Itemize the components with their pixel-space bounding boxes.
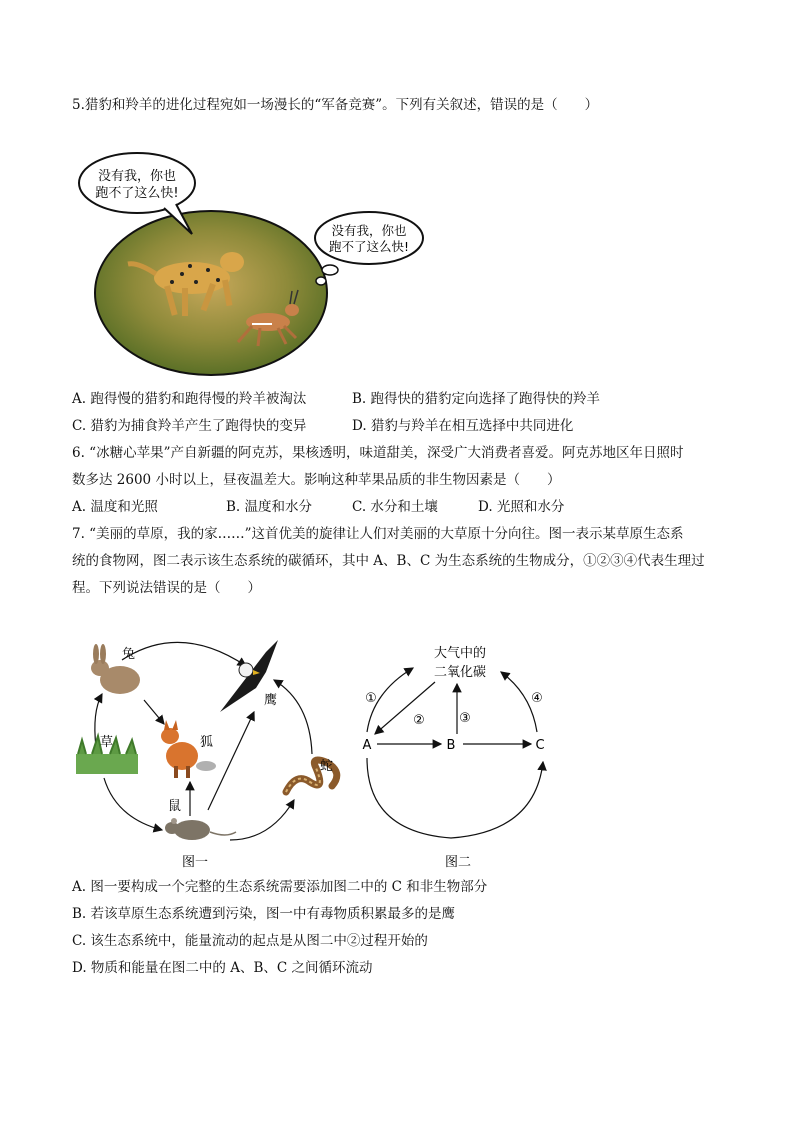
food-web-figure xyxy=(70,632,370,872)
arrow-2-atmosphere-to-a xyxy=(375,682,435,734)
q6-option-c[interactable]: C. 水分和土壤 xyxy=(352,499,438,515)
q7-stem-line3: 程。下列说法错误的是（ ） xyxy=(72,580,261,596)
q5-option-a[interactable]: A. 跑得慢的猎豹和跑得慢的羚羊被淘汰 xyxy=(72,391,307,407)
label-snake: 蛇 xyxy=(320,759,334,774)
q7-stem-line2: 统的食物网，图二表示该生态系统的碳循环，其中 A、B、C 为生态系统的生物成分，①②③④代表生理过 xyxy=(72,553,705,569)
process-1-label: ① xyxy=(365,691,377,706)
atmosphere-co2-line2: 二氧化碳 xyxy=(433,665,487,680)
q6-option-d[interactable]: D. 光照和水分 xyxy=(478,499,565,515)
node-b: B xyxy=(446,738,456,753)
node-c: C xyxy=(535,738,545,753)
atmosphere-co2-line1: 大气中的 xyxy=(433,646,487,661)
q5-option-b[interactable]: B. 跑得快的猎豹定向选择了跑得快的羚羊 xyxy=(352,391,601,407)
q7-option-c[interactable]: C. 该生态系统中，能量流动的起点是从图二中②过程开始的 xyxy=(72,933,428,949)
q5-option-d[interactable]: D. 猎豹与羚羊在相互选择中共同进化 xyxy=(352,418,574,434)
q6-stem-line2: 数多达 2600 小时以上，昼夜温差大。影响这种苹果品质的非生物因素是（ ） xyxy=(72,472,561,488)
thought-bubble-right xyxy=(315,212,423,285)
bubble-right-line2: 跑不了这么快! xyxy=(328,239,410,254)
speech-bubble-left xyxy=(79,153,195,234)
label-rabbit: 兔 xyxy=(122,647,136,662)
bubble-left-line1: 没有我，你也 xyxy=(97,169,177,184)
arrow-mouse-eagle xyxy=(208,712,254,810)
label-mouse: 鼠 xyxy=(168,799,182,814)
q6-option-a[interactable]: A. 温度和光照 xyxy=(72,499,158,515)
carbon-cycle-figure xyxy=(355,632,585,872)
arrow-a-to-c-bottom xyxy=(367,758,543,838)
q7-option-a[interactable]: A. 图一要构成一个完整的生态系统需要添加图二中的 C 和非生物部分 xyxy=(72,879,488,895)
arrow-snake-eagle xyxy=(274,680,312,754)
arrow-mouse-snake xyxy=(230,800,294,840)
figure-2-caption: 图二 xyxy=(444,855,472,870)
mouse-icon xyxy=(165,818,236,840)
q5-stem: 5.猎豹和羚羊的进化过程宛如一场漫长的“军备竞赛”。下列有关叙述，错误的是（ ） xyxy=(72,97,599,113)
node-a: A xyxy=(362,738,372,753)
bubble-left-line2: 跑不了这么快! xyxy=(95,186,179,201)
process-2-label: ② xyxy=(413,713,425,728)
label-fox: 狐 xyxy=(200,735,214,750)
q7-option-d[interactable]: D. 物质和能量在图二中的 A、B、C 之间循环流动 xyxy=(72,960,373,976)
process-3-label: ③ xyxy=(459,711,471,726)
label-eagle: 鹰 xyxy=(264,693,278,708)
bubble-right-line1: 没有我，你也 xyxy=(331,223,407,238)
label-grass: 草 xyxy=(100,735,114,750)
q7-stem-line1: 7. “美丽的草原，我的家……”这首优美的旋律让人们对美丽的大草原十分向往。图一表示某草原生态系 xyxy=(72,526,684,542)
q6-option-b[interactable]: B. 温度和水分 xyxy=(226,499,313,515)
q5-option-c[interactable]: C. 猎豹为捕食羚羊产生了跑得快的变异 xyxy=(72,418,307,434)
q6-stem-line1: 6. “冰糖心苹果”产自新疆的阿克苏，果核透明，味道甜美，深受广大消费者喜爱。阿克苏地区年日照时 xyxy=(72,445,684,461)
cheetah-antelope-figure xyxy=(72,150,432,380)
arrow-rabbit-fox xyxy=(144,700,164,724)
q7-option-b[interactable]: B. 若该草原生态系统遭到污染，图一中有毒物质积累最多的是鹰 xyxy=(72,906,456,922)
figure-1-caption: 图一 xyxy=(182,855,209,870)
arrow-rabbit-eagle xyxy=(122,642,246,666)
process-4-label: ④ xyxy=(531,691,543,706)
arrow-grass-mouse xyxy=(104,778,162,830)
